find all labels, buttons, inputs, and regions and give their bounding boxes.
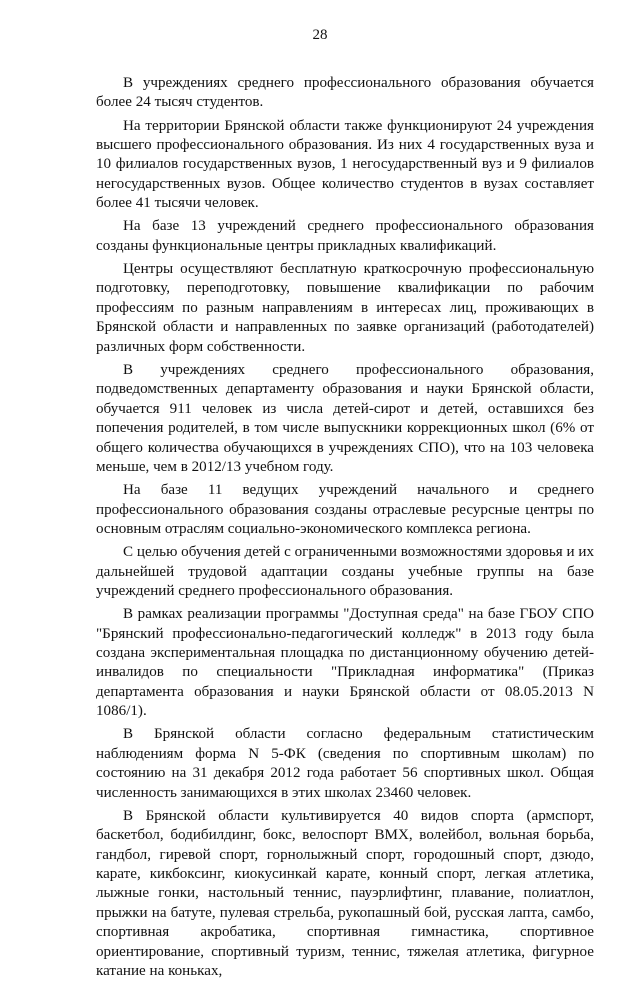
paragraph: В рамках реализации программы "Доступная среда" на базе ГБОУ СПО "Брянский профессионально-педагогический колледж" в 2013 году была создана экспериментальная площадка по дистанционному обучению детей-инвалидов по специальности "Прикладная информатика" (Приказ департамента образования и науки Брянской области от 08.05.2013 N 1086/1). [96, 606, 594, 720]
paragraph: С целью обучения детей с ограниченными возможностями здоровья и их дальнейшей трудовой адаптации созданы учебные группы на базе учреждений среднего профессионального образования. [96, 544, 594, 599]
paragraph: На базе 13 учреждений среднего профессионального образования созданы функциональные центры прикладных квалификаций. [96, 218, 594, 254]
document-body [96, 74, 594, 985]
paragraph: В Брянской области согласно федеральным статистическим наблюдениям форма N 5-ФК (сведения по спортивным школам) по состоянию на 31 декабря 2012 года работает 56 спортивных школ. Общая численность занимающихся в этих школах 23460 человек. [96, 726, 594, 801]
paragraph: На территории Брянской области также функционируют 24 учреждения высшего профессионального образования. Из них 4 государственных вуза и 10 филиалов государственных вузов, 1 негосударственный вуз и 9 филиалов негосударственных вузов. Общее количество студентов в вузах составляет более 41 тысячи человек. [96, 117, 594, 212]
paragraph: Центры осуществляют бесплатную краткосрочную профессиональную подготовку, переподготовку, повышение квалификации по рабочим профессиям по разным направлениям в интересах лиц, проживающих в Брянской области и направленных по заявке организаций (работодателей) различных форм собственности. [96, 261, 594, 355]
paragraph: В учреждениях среднего профессионального образования обучается более 24 тысяч студентов. [96, 75, 594, 111]
page-number: 28 [312, 27, 328, 43]
paragraph: На базе 11 ведущих учреждений начального и среднего профессионального образования созданы отраслевые ресурсные центры по основным отраслям социально-экономического комплекса региона. [96, 482, 594, 537]
paragraph: В Брянской области культивируется 40 видов спорта (армспорт, баскетбол, бодибилдинг, бокс, велоспорт ВМХ, волейбол, вольная борьба, гандбол, гиревой спорт, горнолыжный спорт, городошный спорт, дзюдо, карате, кикбоксинг, киокусинкай карате, конный спорт, легкая атлетика, лыжные гонки, настольный теннис, пауэрлифтинг, плавание, полиатлон, прыжки на батуте, пулевая стрельба, рукопашный бой, русская лапта, самбо, спортивная акробатика, спортивная гимнастика, спортивное ориентирование, спортивный туризм, теннис, тяжелая атлетика, фигурное катание на коньках, [96, 807, 594, 980]
paragraph: В учреждениях среднего профессионального образования, подведомственных департаменту образования и науки Брянской области, обучается 911 человек из числа детей-сирот и детей, оставшихся без попечения родителей, в том числе выпускники коррекционных школ (6% от общего количества обучающихся в учреждениях СПО), что на 103 человека меньше, чем в 2012/13 учебном году. [96, 361, 594, 475]
